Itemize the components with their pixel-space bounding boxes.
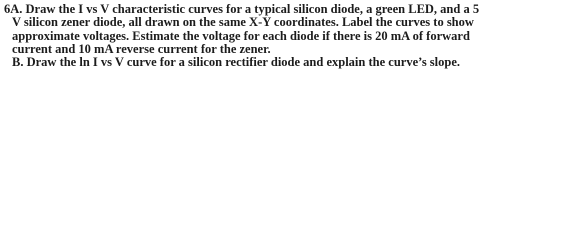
question-6b-line: B. Draw the ln I vs V curve for a silicon rectifier diode and explain the curve’s slope. <box>12 55 461 70</box>
question-6a-line-2: V silicon zener diode, all drawn on the same X-Y coordinates. Label the curves to show <box>12 15 474 30</box>
question-text-block <box>4 3 558 69</box>
question-6a-line-1: 6A. Draw the I vs V characteristic curves for a typical silicon diode, a green LED, and a 5 <box>4 2 480 16</box>
question-6a-line-4: current and 10 mA reverse current for the zener. <box>12 41 271 56</box>
question-6a-line-3: approximate voltages. Estimate the voltage for each diode if there is 20 mA of forward <box>12 28 470 43</box>
